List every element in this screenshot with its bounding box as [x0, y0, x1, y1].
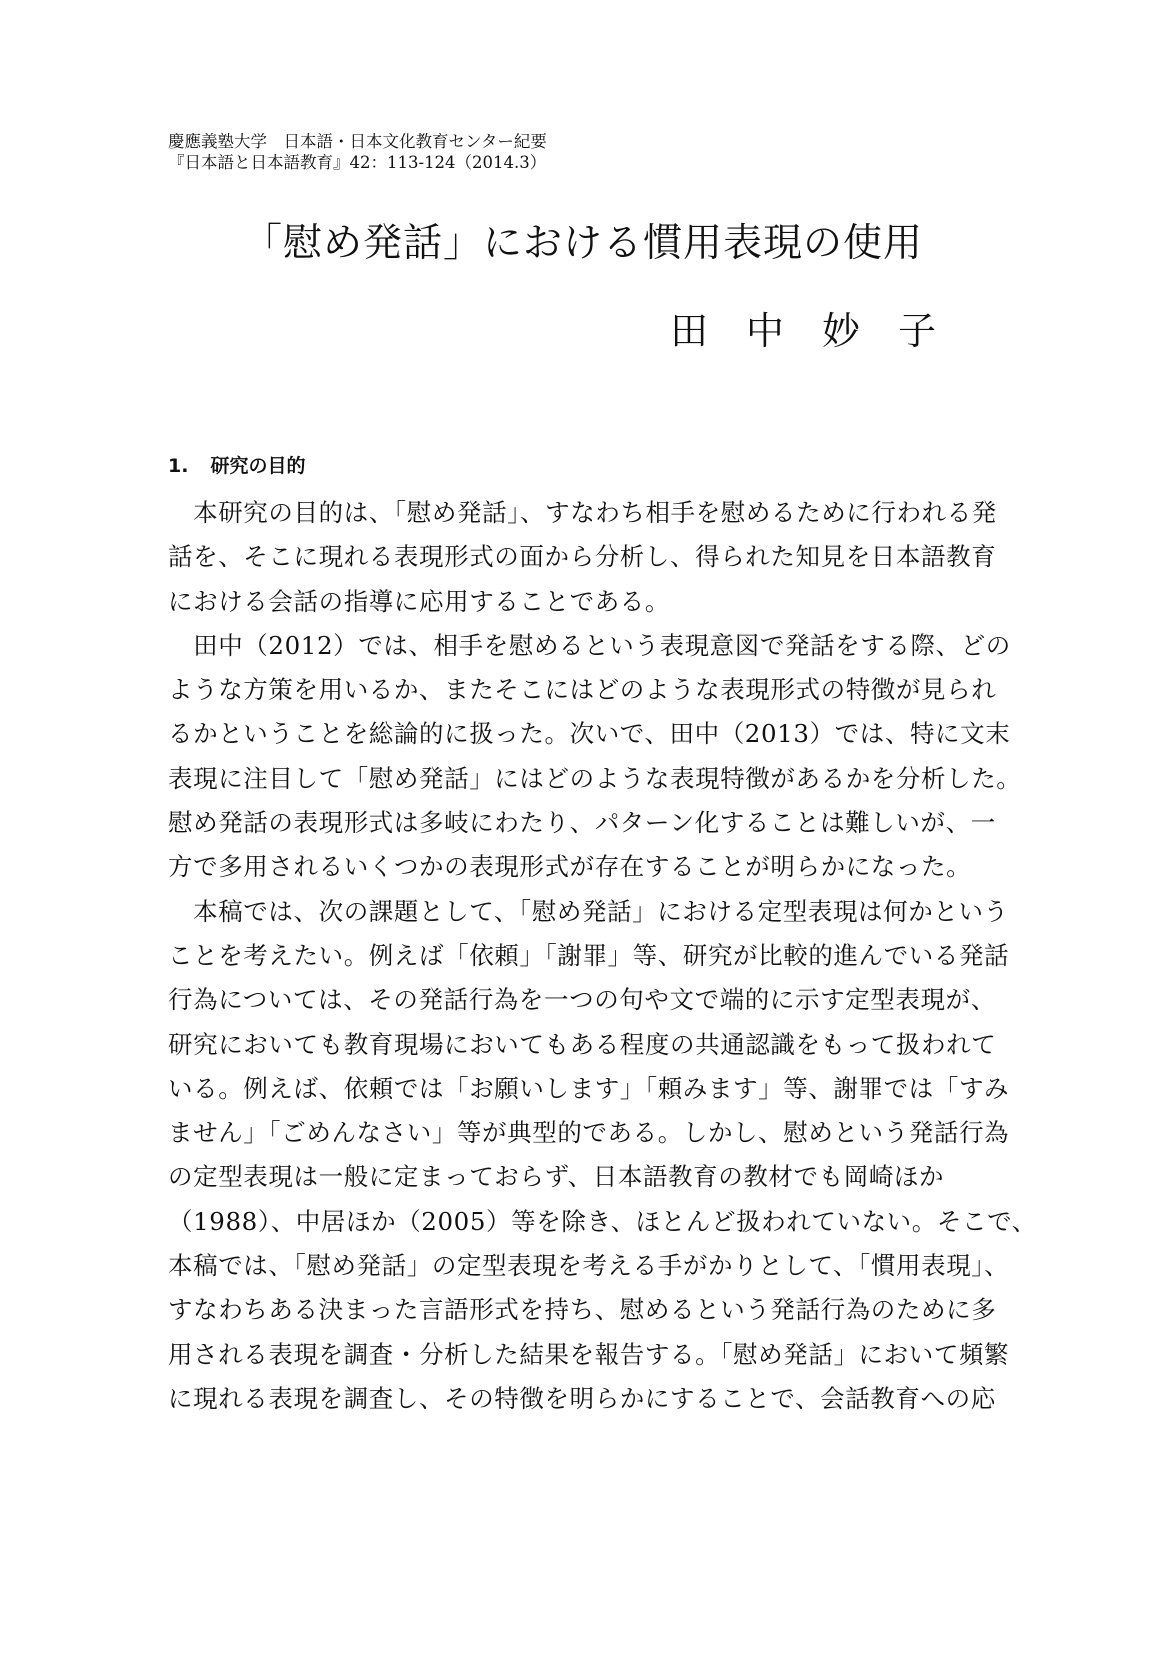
body-line: 用される表現を調査・分析した結果を報告する。「慰め発話」において頻繁	[168, 1339, 1010, 1369]
body-line: 研究においても教育現場においてもある程度の共通認識をもって扱われて	[168, 1029, 997, 1059]
body-line: 行為については、その発話行為を一つの句や文で端的に示す定型表現が、	[168, 985, 996, 1015]
body-line: ません」「ごめんなさい」等が典型的である。しかし、慰めという発話行為	[168, 1118, 1010, 1148]
body-line: の定型表現は一般に定まっておらず、日本語教育の教材でも岡崎ほか	[168, 1162, 945, 1192]
body-line: 話を、そこに現れる表現形式の面から分析し、得られた知見を日本語教育	[168, 542, 997, 572]
paper-title: 「慰め発話」における慣用表現の使用	[242, 221, 923, 266]
body-line: ことを考えたい。例えば「依頼」「謝罪」等、研究が比較的進んでいる発話	[168, 940, 1010, 970]
section-number: 1.	[168, 455, 189, 477]
body-line: すなわちある決まった言語形式を持ち、慰めるという発話行為のために多	[168, 1295, 997, 1325]
body-line: ような方策を用いるか、またそこにはどのような表現形式の特徴が見られ	[168, 675, 997, 705]
body-line: 田中（2012）では、相手を慰めるという表現意図で発話をする際、どの	[168, 630, 1011, 660]
journal-line-2: 『日本語と日本語教育』42：113-124（2014.3）	[168, 153, 547, 172]
body-text	[168, 491, 1037, 1421]
section-title: 研究の目的	[210, 455, 306, 477]
journal-info	[168, 131, 868, 173]
body-line: 本稿では、次の課題として、「慰め発話」における定型表現は何かという	[168, 896, 1009, 926]
body-line: （1988）、中居ほか（2005）等を除き、ほとんど扱われていない。そこで、	[168, 1206, 1037, 1236]
body-line: 本稿では、「慰め発話」の定型表現を考える手がかりとして、「慣用表現」、	[168, 1251, 1010, 1281]
body-line: るかということを総論的に扱った。次いで、田中（2013）では、特に文末	[168, 719, 1011, 749]
body-line: 表現に注目して「慰め発話」にはどのような表現特徴があるかを分析した。	[168, 763, 1022, 793]
body-line: いる。例えば、依頼では「お願いします」「頼みます」等、謝罪では「すみ	[168, 1073, 1010, 1103]
journal-line-1: 慶應義塾大学 日本語・日本文化教育センター紀要	[168, 132, 547, 151]
author-name: 田中妙子	[669, 309, 974, 353]
body-line: における会話の指導に応用することである。	[168, 586, 670, 616]
section-heading	[168, 453, 305, 479]
body-line: 方で多用されるいくつかの表現形式が存在することが明らかになった。	[168, 852, 972, 882]
body-line: に現れる表現を調査し、その特徴を明らかにすることで、会話教育への応	[168, 1383, 996, 1413]
body-line: 慰め発話の表現形式は多岐にわたり、パターン化することは難しいが、一	[168, 808, 996, 838]
body-line: 本研究の目的は、「慰め発話」、すなわち相手を慰めるために行われる発	[168, 498, 997, 527]
